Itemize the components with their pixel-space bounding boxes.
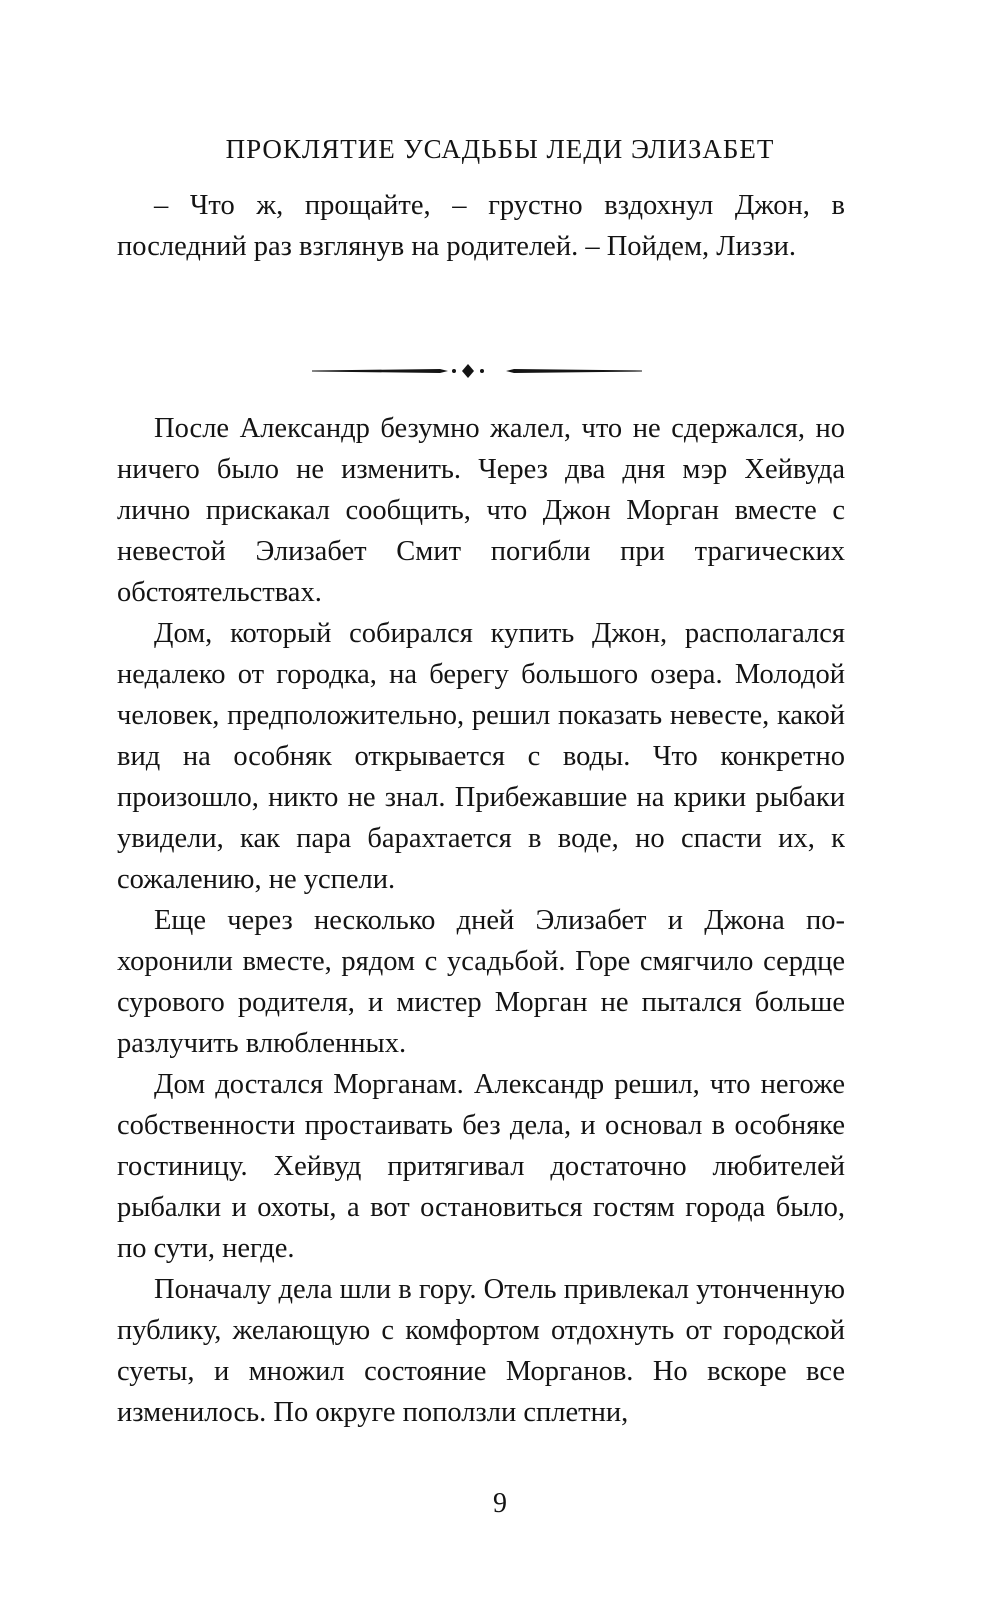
paragraph: Дом достался Морганам. Александр решил, что негоже собственности простаивать без дела, и основал в особняке гостиницу. Хейвуд притягивал достаточно любителей рыбалки и охоты, а вот остановиться гостям города было, по сути, негде. (117, 1069, 845, 1264)
paragraph: Еще через несколько дней Элизабет и Джона похоронили вместе, рядом с усадьбой. Горе смягчило сердце сурового родителя, и мистер Морган не пытался больше разлучить влюбленных. (117, 905, 845, 1059)
text-block-top (117, 185, 845, 267)
text-block-main (117, 408, 845, 1433)
paragraph: – Что ж, прощайте, – грустно вздохнул Джон, в последний раз взглянув на родителей. – Пойдем, Лиззи. (117, 190, 845, 262)
paragraph: После Александр безумно жалел, что не сдержался, но ничего было не изменить. Через два дня мэр Хейвуда лично прискакал сообщить, что Джон Морган вместе с невестой Элизабет Смит погибли при трагических обстоятельствах. (117, 413, 845, 608)
paragraph: Дом, который собирался купить Джон, располагался недалеко от городка, на берегу большого озера. Молодой человек, предположительно, решил показать невесте, какой вид на особняк открывается с воды. Что конкретно произошло, никто не знал. Прибежавшие на крики рыбаки увидели, как пара барахтается в воде, но спасти их, к сожалению, не успели. (117, 618, 845, 895)
section-break-ornament-icon (312, 361, 642, 381)
running-head: ПРОКЛЯТИЕ УСАДЬБЫ ЛЕДИ ЭЛИЗАБЕТ (225, 134, 775, 164)
page-number: 9 (493, 1488, 507, 1519)
paragraph: Поначалу дела шли в гору. Отель привлекал утонченную публику, желающую с комфортом отдохнуть от городской суеты, и множил состояние Морганов. Но вскоре все изменилось. По округе поползли сплетни, (117, 1274, 845, 1428)
